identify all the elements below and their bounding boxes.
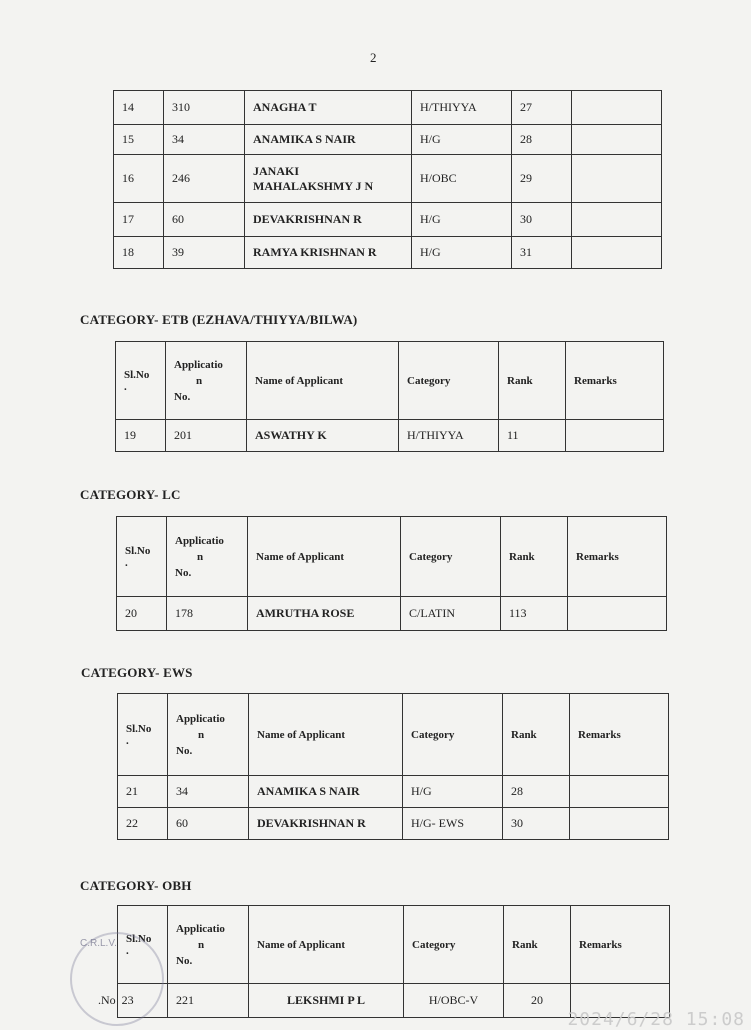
cell-name: LEKSHMI P L xyxy=(249,984,404,1018)
cell-rank: 11 xyxy=(499,420,566,452)
table-row xyxy=(116,420,664,452)
header-remarks: Remarks xyxy=(571,906,670,984)
table-lc xyxy=(116,516,667,631)
table-header-row xyxy=(116,342,664,420)
cell-name: AMRUTHA ROSE xyxy=(248,597,401,631)
section-heading-lc: CATEGORY- LC xyxy=(80,487,181,502)
section-heading-etb: CATEGORY- ETB (EZHAVA/THIYYA/BILWA) xyxy=(80,312,358,327)
header-category: Category xyxy=(399,342,499,420)
cell-app: 178 xyxy=(167,597,248,631)
table-header-row xyxy=(118,694,669,776)
header-rank: Rank xyxy=(504,906,571,984)
cell-sl: 21 xyxy=(118,776,168,808)
official-seal: C.R.L.V. xyxy=(70,932,164,1026)
header-rank: Rank xyxy=(503,694,570,776)
header-category: Category xyxy=(403,694,503,776)
cell-sl: 17 xyxy=(114,203,164,237)
cell-remarks xyxy=(568,597,667,631)
header-application: Applicatio n No. xyxy=(168,694,249,776)
table-row xyxy=(118,776,669,808)
cell-category: H/G xyxy=(403,776,503,808)
cell-rank: 29 xyxy=(512,155,572,203)
cell-name: ANAMIKA S NAIR xyxy=(249,776,403,808)
cell-app: 34 xyxy=(168,776,249,808)
cell-rank: 27 xyxy=(512,91,572,125)
section-heading-obh: CATEGORY- OBH xyxy=(80,878,192,893)
table-row xyxy=(118,808,669,840)
cell-app: 310 xyxy=(164,91,245,125)
header-name: Name of Applicant xyxy=(249,906,404,984)
cell-app: 221 xyxy=(168,984,249,1018)
table-ews xyxy=(117,693,669,840)
cell-name: ASWATHY K xyxy=(247,420,399,452)
cell-app: 201 xyxy=(166,420,247,452)
table-continued xyxy=(113,90,662,269)
cell-remarks xyxy=(572,203,662,237)
cell-sl: 16 xyxy=(114,155,164,203)
table-row xyxy=(114,203,662,237)
header-rank: Rank xyxy=(501,517,568,597)
header-category: Category xyxy=(404,906,504,984)
cell-rank: 28 xyxy=(512,125,572,155)
cell-sl: 14 xyxy=(114,91,164,125)
cell-name: ANAGHA T xyxy=(245,91,412,125)
table-row xyxy=(117,597,667,631)
cell-category: H/G xyxy=(412,237,512,269)
cell-sl: .No 23 xyxy=(118,984,168,1018)
table-etb xyxy=(115,341,664,452)
cell-remarks xyxy=(572,155,662,203)
cell-remarks xyxy=(572,91,662,125)
cell-category: H/OBC-V xyxy=(404,984,504,1018)
cell-app: 60 xyxy=(164,203,245,237)
cell-category: H/THIYYA xyxy=(412,91,512,125)
cell-category: H/OBC xyxy=(412,155,512,203)
cell-category: H/THIYYA xyxy=(399,420,499,452)
cell-rank: 31 xyxy=(512,237,572,269)
name-line-1: JANAKI xyxy=(253,163,300,178)
cell-name: ANAMIKA S NAIR xyxy=(245,125,412,155)
name-line-2: MAHALAKSHMY J N xyxy=(253,178,374,193)
cell-sl: 18 xyxy=(114,237,164,269)
cell-rank: 113 xyxy=(501,597,568,631)
cell-category: H/G- EWS xyxy=(403,808,503,840)
header-sl: Sl.No . xyxy=(117,517,167,597)
cell-remarks xyxy=(570,808,669,840)
table-row xyxy=(114,237,662,269)
cell-app: 34 xyxy=(164,125,245,155)
cell-rank: 20 xyxy=(504,984,571,1018)
cell-remarks xyxy=(570,776,669,808)
header-category: Category xyxy=(401,517,501,597)
header-name: Name of Applicant xyxy=(249,694,403,776)
header-remarks: Remarks xyxy=(570,694,669,776)
cell-sl: 20 xyxy=(117,597,167,631)
table-row xyxy=(114,155,662,203)
header-name: Name of Applicant xyxy=(248,517,401,597)
table-header-row xyxy=(117,517,667,597)
cell-remarks xyxy=(572,237,662,269)
cell-remarks xyxy=(566,420,664,452)
cell-remarks xyxy=(572,125,662,155)
cell-name: RAMYA KRISHNAN R xyxy=(245,237,412,269)
header-remarks: Remarks xyxy=(568,517,667,597)
header-application: Applicatio n No. xyxy=(168,906,249,984)
cell-name: DEVAKRISHNAN R xyxy=(249,808,403,840)
header-application: Applicatio n No. xyxy=(167,517,248,597)
header-application: Applicatio n No. xyxy=(166,342,247,420)
header-name: Name of Applicant xyxy=(247,342,399,420)
cell-name xyxy=(245,155,412,203)
cell-app: 60 xyxy=(168,808,249,840)
header-sl: Sl.No . xyxy=(118,906,168,984)
cell-rank: 30 xyxy=(503,808,570,840)
sl-prefix: .No xyxy=(98,993,116,1007)
cell-app: 246 xyxy=(164,155,245,203)
cell-category: H/G xyxy=(412,203,512,237)
cell-category: H/G xyxy=(412,125,512,155)
cell-sl: 15 xyxy=(114,125,164,155)
cell-sl: 22 xyxy=(118,808,168,840)
cell-sl: 19 xyxy=(116,420,166,452)
header-remarks: Remarks xyxy=(566,342,664,420)
table-row xyxy=(114,125,662,155)
section-heading-ews: CATEGORY- EWS xyxy=(81,665,193,680)
table-header-row xyxy=(118,906,670,984)
photo-timestamp: 2024/6/28 15:08 xyxy=(567,1009,745,1030)
cell-category: C/LATIN xyxy=(401,597,501,631)
table-row xyxy=(114,91,662,125)
cell-rank: 30 xyxy=(512,203,572,237)
page-number: 2 xyxy=(370,50,377,65)
cell-app: 39 xyxy=(164,237,245,269)
header-rank: Rank xyxy=(499,342,566,420)
header-sl: Sl.No . xyxy=(118,694,168,776)
cell-name: DEVAKRISHNAN R xyxy=(245,203,412,237)
cell-rank: 28 xyxy=(503,776,570,808)
header-sl: Sl.No . xyxy=(116,342,166,420)
